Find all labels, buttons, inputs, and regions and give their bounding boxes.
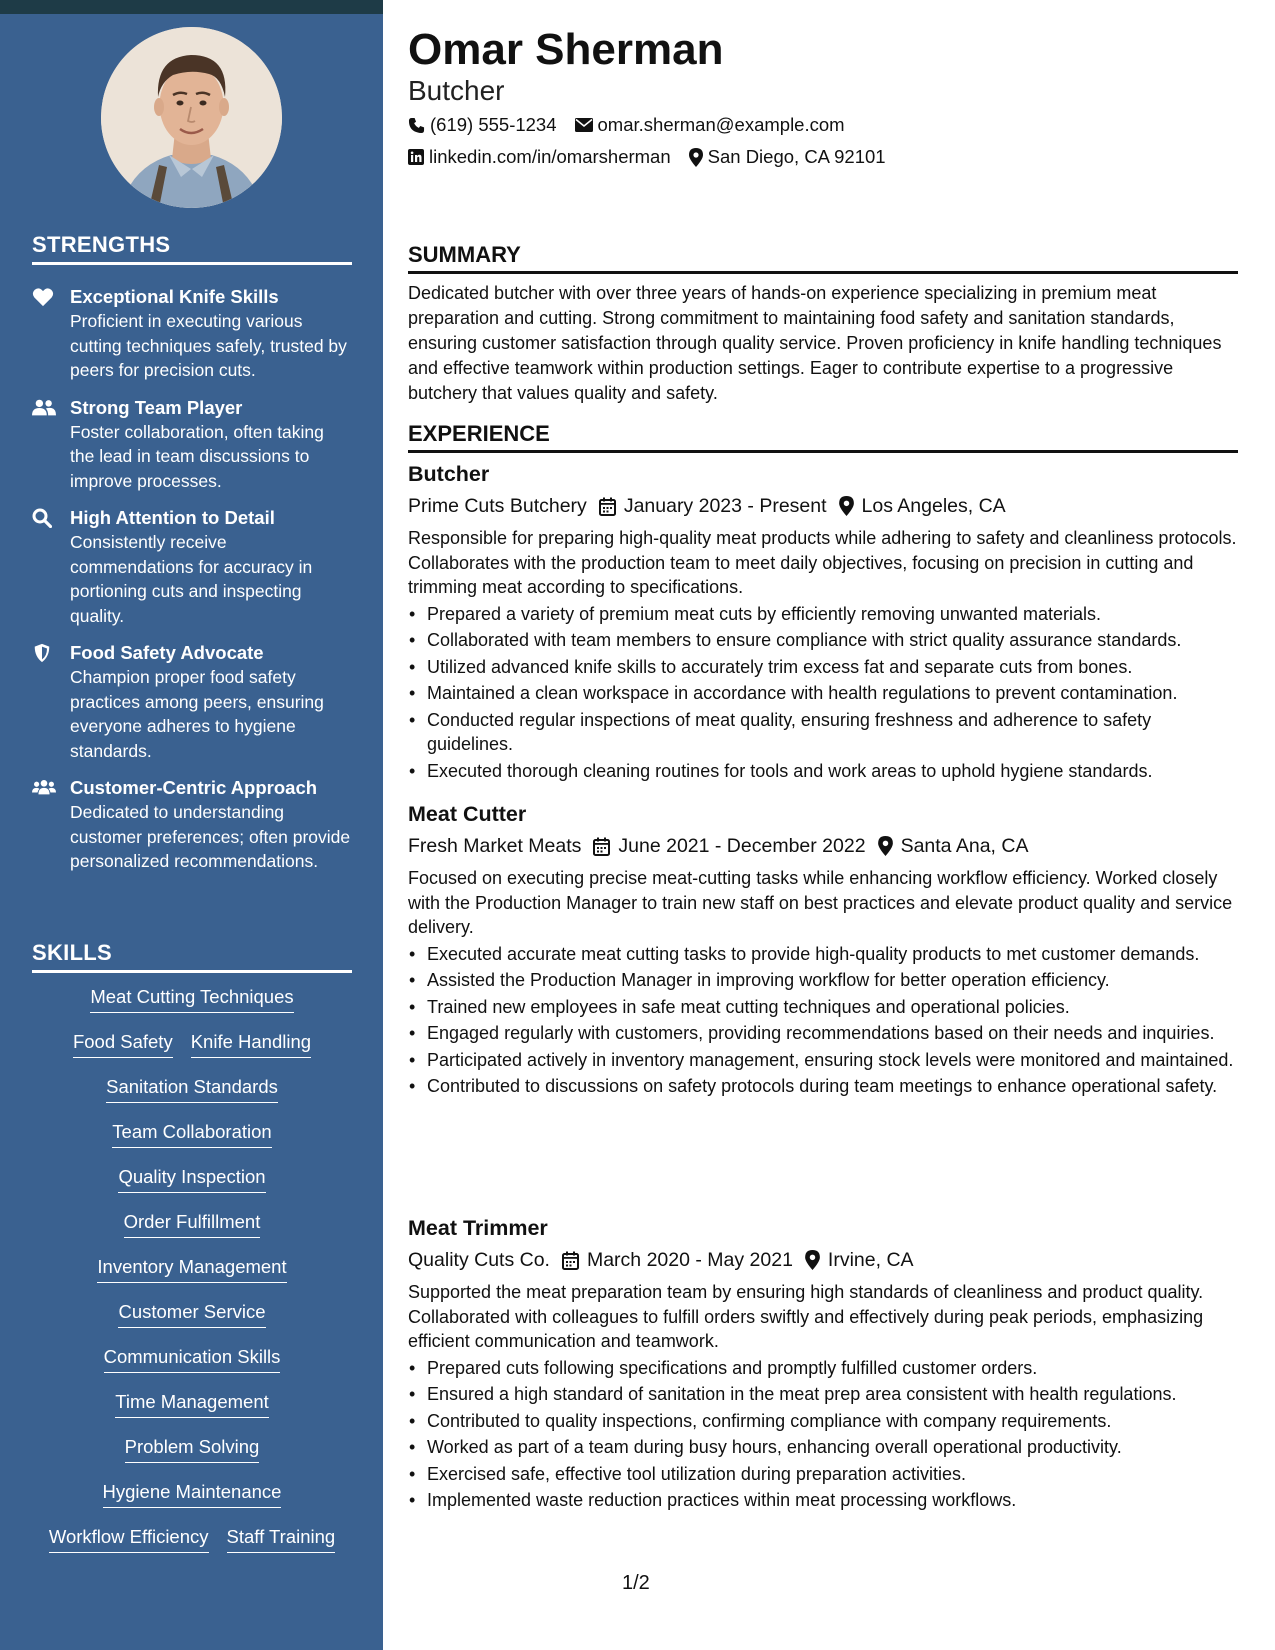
job-title: Butcher [408, 462, 490, 486]
map-pin-icon [839, 496, 854, 516]
calendar-icon [562, 1251, 579, 1270]
candidate-name: Omar Sherman [408, 25, 724, 74]
bullet-item: • Implemented waste reduction practices within meat processing workflows. [408, 1488, 1240, 1513]
bullet-item: • Trained new employees in safe meat cutting techniques and operational policies. [408, 995, 1240, 1020]
job-dates: June 2021 - December 2022 [618, 835, 866, 857]
job-bullets [408, 942, 1240, 1099]
contact-email [575, 113, 845, 137]
contact-phone [408, 113, 557, 137]
bullet-item: • Prepared a variety of premium meat cuts by efficiently removing unwanted materials. [408, 602, 1240, 627]
job-meta [408, 833, 1240, 859]
bullet-item: • Executed accurate meat cutting tasks to provide high-quality products to met customer demands. [408, 942, 1240, 967]
job-bullets [408, 602, 1240, 784]
skills-heading: SKILLS [32, 940, 352, 973]
skill-tag: Quality Inspection [118, 1165, 265, 1193]
company-name: Prime Cuts Butchery [408, 495, 587, 517]
bullet-item: • Executed thorough cleaning routines for tools and work areas to uphold hygiene standards. [408, 759, 1240, 784]
skill-tag: Meat Cutting Techniques [90, 985, 293, 1013]
bullet-item: • Contributed to quality inspections, confirming compliance with company requirements. [408, 1409, 1240, 1434]
experience-item [408, 1214, 1240, 1515]
profile-photo [101, 27, 282, 208]
candidate-role: Butcher [408, 75, 505, 106]
skills-list [32, 985, 352, 1570]
map-pin-icon [689, 148, 703, 167]
bullet-item: • Collaborated with team members to ensure compliance with strict quality assurance standards. [408, 628, 1240, 653]
phone-text: (619) 555-1234 [430, 114, 557, 135]
bullet-item: • Engaged regularly with customers, providing recommendations based on their needs and inquiries. [408, 1021, 1240, 1046]
contact-linkedin [408, 145, 671, 169]
strengths-list [32, 285, 352, 887]
calendar-icon [599, 497, 616, 516]
bullet-item: • Ensured a high standard of sanitation in the meat prep area consistent with health regulations. [408, 1382, 1240, 1407]
strength-title: Exceptional Knife Skills [70, 286, 279, 307]
company-name: Quality Cuts Co. [408, 1249, 550, 1271]
contact-row [408, 113, 863, 137]
linkedin-icon [408, 149, 424, 165]
skill-tag: Hygiene Maintenance [103, 1480, 282, 1508]
job-title: Meat Trimmer [408, 1216, 548, 1240]
users-icon [32, 398, 56, 418]
bullet-item: • Worked as part of a team during busy hours, enhancing overall operational productivity. [408, 1435, 1240, 1460]
shield-icon [32, 643, 56, 663]
skill-tag: Problem Solving [125, 1435, 260, 1463]
skill-tag: Food Safety [73, 1030, 173, 1058]
skill-tag: Time Management [115, 1390, 269, 1418]
job-dates: January 2023 - Present [623, 495, 827, 517]
location-text: San Diego, CA 92101 [707, 146, 886, 167]
sidebar [0, 0, 383, 1650]
bullet-item: • Maintained a clean workspace in accordance with health regulations to prevent contamination. [408, 681, 1240, 706]
strength-item [32, 776, 352, 874]
calendar-icon [593, 837, 610, 856]
skill-tag: Sanitation Standards [106, 1075, 278, 1103]
strength-item [32, 396, 352, 494]
skill-tag: Knife Handling [191, 1030, 311, 1058]
skill-tag: Communication Skills [104, 1345, 281, 1373]
summary-text: Dedicated butcher with over three years of hands-on experience specializing in premium meat preparation and cutting. Strong commitment to maintaining food safety and sanitation standards, ensuring customer satisfaction through quality service. Proven proficiency in knife handling techniques and effective teamwork within production settings. Eager to contribute expertise to a progressive butchery that values quality and safety. [408, 283, 1222, 403]
skill-tag: Order Fulfillment [124, 1210, 261, 1238]
job-location: Los Angeles, CA [861, 495, 1006, 517]
summary-heading: SUMMARY [408, 242, 1238, 274]
strength-title: Food Safety Advocate [70, 642, 264, 663]
job-location: Irvine, CA [827, 1249, 914, 1271]
job-meta [408, 493, 1240, 519]
experience-item [408, 800, 1240, 1101]
heart-icon [32, 287, 56, 307]
bullet-item: • Exercised safe, effective tool utilization during preparation activities. [408, 1462, 1240, 1487]
job-meta [408, 1247, 1240, 1273]
job-bullets [408, 1356, 1240, 1513]
job-description: Supported the meat preparation team by ensuring high standards of cleanliness and product quality. Collaborated with colleagues to fulfill orders swiftly and effectively during peak periods, emphasizing efficient communication and teamwork. [408, 1282, 1204, 1351]
contact-location [689, 145, 886, 169]
job-title: Meat Cutter [408, 802, 527, 826]
map-pin-icon [878, 836, 893, 856]
strength-item [32, 641, 352, 763]
page-number: 1/2 [622, 1572, 650, 1594]
contact-row [408, 145, 904, 169]
bullet-item: • Participated actively in inventory management, ensuring stock levels were monitored and maintained. [408, 1048, 1240, 1073]
bullet-item: • Prepared cuts following specifications and promptly fulfilled customer orders. [408, 1356, 1240, 1381]
email-text: omar.sherman@example.com [597, 114, 845, 135]
avatar [101, 27, 282, 208]
group-icon [32, 778, 56, 798]
job-dates: March 2020 - May 2021 [586, 1249, 793, 1271]
strengths-heading: STRENGTHS [32, 232, 352, 265]
skill-tag: Team Collaboration [112, 1120, 271, 1148]
job-location: Santa Ana, CA [900, 835, 1029, 857]
strength-desc: Consistently receive commendations for accuracy in portioning cuts and inspecting quality. [70, 532, 313, 626]
sidebar-top-bar [0, 0, 383, 14]
strength-title: High Attention to Detail [70, 507, 275, 528]
bullet-item: • Utilized advanced knife skills to accurately trim excess fat and separate cuts from bones. [408, 655, 1240, 680]
job-description: Focused on executing precise meat-cutting tasks while enhancing workflow efficiency. Worked closely with the Production Manager to train new staff on best practices and elevate product quality and service delivery. [408, 868, 1233, 937]
company-name: Fresh Market Meats [408, 835, 582, 857]
skill-tag: Inventory Management [97, 1255, 286, 1283]
bullet-item: • Contributed to discussions on safety protocols during team meetings to enhance operational safety. [408, 1074, 1240, 1099]
map-pin-icon [805, 1250, 820, 1270]
job-description: Responsible for preparing high-quality meat products while adhering to safety and cleanliness protocols. Collaborates with the production team to meet daily objectives, focusing on precision in cutting and trimming meat according to specifications. [408, 528, 1237, 597]
strength-desc: Foster collaboration, often taking the lead in team discussions to improve processes. [70, 421, 324, 491]
bullet-item: • Conducted regular inspections of meat quality, ensuring freshness and adherence to safety guidelines. [408, 708, 1240, 757]
skill-tag: Workflow Efficiency [49, 1525, 209, 1553]
skill-tag: Customer Service [118, 1300, 265, 1328]
strength-desc: Proficient in executing various cutting techniques safely, trusted by peers for precision cuts. [70, 311, 347, 380]
experience-item [408, 460, 1240, 785]
experience-heading: EXPERIENCE [408, 421, 1238, 453]
phone-icon [408, 117, 425, 134]
skill-tag: Staff Training [227, 1525, 336, 1553]
search-icon [32, 508, 56, 528]
linkedin-text: linkedin.com/in/omarsherman [429, 146, 671, 167]
strength-title: Strong Team Player [70, 396, 243, 418]
strength-title: Customer-Centric Approach [70, 777, 318, 798]
strength-item [32, 285, 352, 383]
strength-desc: Champion proper food safety practices among peers, ensuring everyone adheres to hygiene standards. [70, 667, 324, 761]
strength-item [32, 506, 352, 628]
strength-desc: Dedicated to understanding customer preferences; often provide personalized recommendations. [70, 802, 351, 871]
envelope-icon [575, 118, 593, 132]
bullet-item: • Assisted the Production Manager in improving workflow for better operation efficiency. [408, 968, 1240, 993]
